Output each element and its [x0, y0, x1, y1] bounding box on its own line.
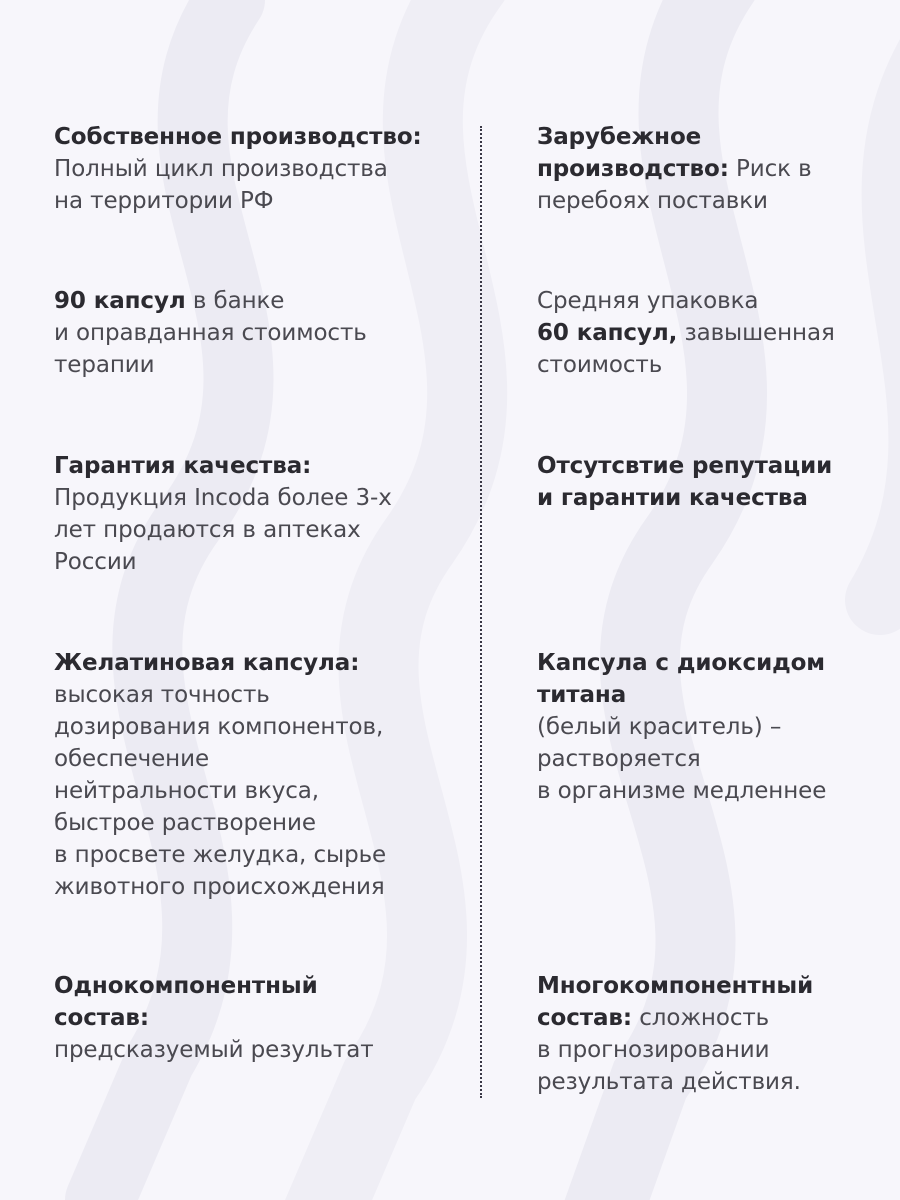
- bold-text: Отсутсвтие репутации: [537, 453, 833, 479]
- right-block-3-line-2: [537, 711, 867, 743]
- regular-text: терапии: [54, 352, 155, 378]
- regular-text: лет продаются в аптеках: [54, 517, 361, 543]
- left-block-3-line-2: [54, 711, 454, 743]
- bold-text: Гарантия качества:: [54, 453, 312, 479]
- bold-text: Желатиновая капсула:: [54, 650, 360, 676]
- regular-text: быстрое растворение: [54, 810, 316, 836]
- bold-text: 90 капсул: [54, 288, 186, 314]
- regular-text: дозирования компонентов,: [54, 714, 384, 740]
- left-block-0-line-2: [54, 185, 454, 217]
- left-block-2-line-1: [54, 482, 454, 514]
- left-block-2-line-0: [54, 450, 454, 482]
- regular-text: предсказуемый результат: [54, 1037, 374, 1063]
- right-block-4-line-1: [537, 1002, 867, 1034]
- left-block-gelatin-capsule: [54, 647, 454, 903]
- left-block-3-line-4: [54, 775, 454, 807]
- bold-text: Многокомпонентный: [537, 973, 814, 999]
- regular-text: Средняя упаковка: [537, 288, 759, 314]
- left-block-capsule-count: [54, 285, 454, 381]
- regular-text: на территории РФ: [54, 188, 274, 214]
- regular-text: животного происхождения: [54, 874, 385, 900]
- left-block-3-line-7: [54, 871, 454, 903]
- regular-text: высокая точность: [54, 682, 270, 708]
- regular-text: завышенная: [677, 320, 835, 346]
- regular-text: стоимость: [537, 352, 663, 378]
- regular-text: результата действия.: [537, 1069, 801, 1095]
- bold-text: Собственное производство:: [54, 124, 422, 150]
- bold-text: Однокомпонентный: [54, 973, 318, 999]
- regular-text: в банке: [185, 288, 285, 314]
- right-block-quality: [537, 450, 867, 514]
- right-block-4-line-0: [537, 970, 867, 1002]
- right-block-0-line-2: [537, 185, 867, 217]
- right-block-1-line-1: [537, 317, 867, 349]
- right-block-3-line-4: [537, 775, 867, 807]
- bold-text: 60 капсул,: [537, 320, 678, 346]
- regular-text: в просвете желудка, сырье: [54, 842, 387, 868]
- left-block-3-line-6: [54, 839, 454, 871]
- right-block-composition: [537, 970, 867, 1098]
- bold-text: состав:: [537, 1005, 632, 1031]
- right-block-3-line-3: [537, 743, 867, 775]
- left-block-1-line-2: [54, 349, 454, 381]
- left-block-4-line-0: [54, 970, 454, 1002]
- regular-text: в организме медленнее: [537, 778, 827, 804]
- right-block-0-line-0: [537, 121, 867, 153]
- regular-text: нейтральности вкуса,: [54, 778, 320, 804]
- regular-text: Риск в: [728, 156, 812, 182]
- left-block-composition: [54, 970, 454, 1066]
- regular-text: растворяется: [537, 746, 701, 772]
- left-block-0-line-1: [54, 153, 454, 185]
- left-block-production: [54, 121, 454, 217]
- left-block-2-line-3: [54, 546, 454, 578]
- right-block-4-line-2: [537, 1034, 867, 1066]
- left-block-2-line-2: [54, 514, 454, 546]
- right-block-1-line-0: [537, 285, 867, 317]
- right-block-0-line-1: [537, 153, 867, 185]
- column-divider: [480, 126, 482, 1098]
- left-block-3-line-3: [54, 743, 454, 775]
- bold-text: титана: [537, 682, 627, 708]
- left-block-1-line-1: [54, 317, 454, 349]
- left-block-0-line-0: [54, 121, 454, 153]
- bold-text: состав:: [54, 1005, 149, 1031]
- left-block-3-line-0: [54, 647, 454, 679]
- regular-text: (белый краситель) –: [537, 714, 782, 740]
- right-block-2-line-0: [537, 450, 867, 482]
- left-block-4-line-1: [54, 1002, 454, 1034]
- right-block-capsule-count: [537, 285, 867, 381]
- right-block-2-line-1: [537, 482, 867, 514]
- bold-text: Капсула с диоксидом: [537, 650, 825, 676]
- regular-text: в прогнозировании: [537, 1037, 770, 1063]
- left-block-4-line-2: [54, 1034, 454, 1066]
- right-block-capsule-titanium: [537, 647, 867, 807]
- left-block-3-line-1: [54, 679, 454, 711]
- regular-text: сложность: [631, 1005, 770, 1031]
- bold-text: Зарубежное: [537, 124, 702, 150]
- regular-text: и оправданная стоимость: [54, 320, 367, 346]
- left-block-3-line-5: [54, 807, 454, 839]
- right-block-production: [537, 121, 867, 217]
- bold-text: производство:: [537, 156, 729, 182]
- regular-text: Полный цикл производства: [54, 156, 388, 182]
- regular-text: России: [54, 549, 137, 575]
- right-block-3-line-0: [537, 647, 867, 679]
- right-block-1-line-2: [537, 349, 867, 381]
- regular-text: перебоях поставки: [537, 188, 768, 214]
- left-block-quality: [54, 450, 454, 578]
- regular-text: обеспечение: [54, 746, 210, 772]
- right-block-4-line-3: [537, 1066, 867, 1098]
- bold-text: и гарантии качества: [537, 485, 808, 511]
- right-block-3-line-1: [537, 679, 867, 711]
- left-block-1-line-0: [54, 285, 454, 317]
- regular-text: Продукция Incoda более 3-х: [54, 485, 392, 511]
